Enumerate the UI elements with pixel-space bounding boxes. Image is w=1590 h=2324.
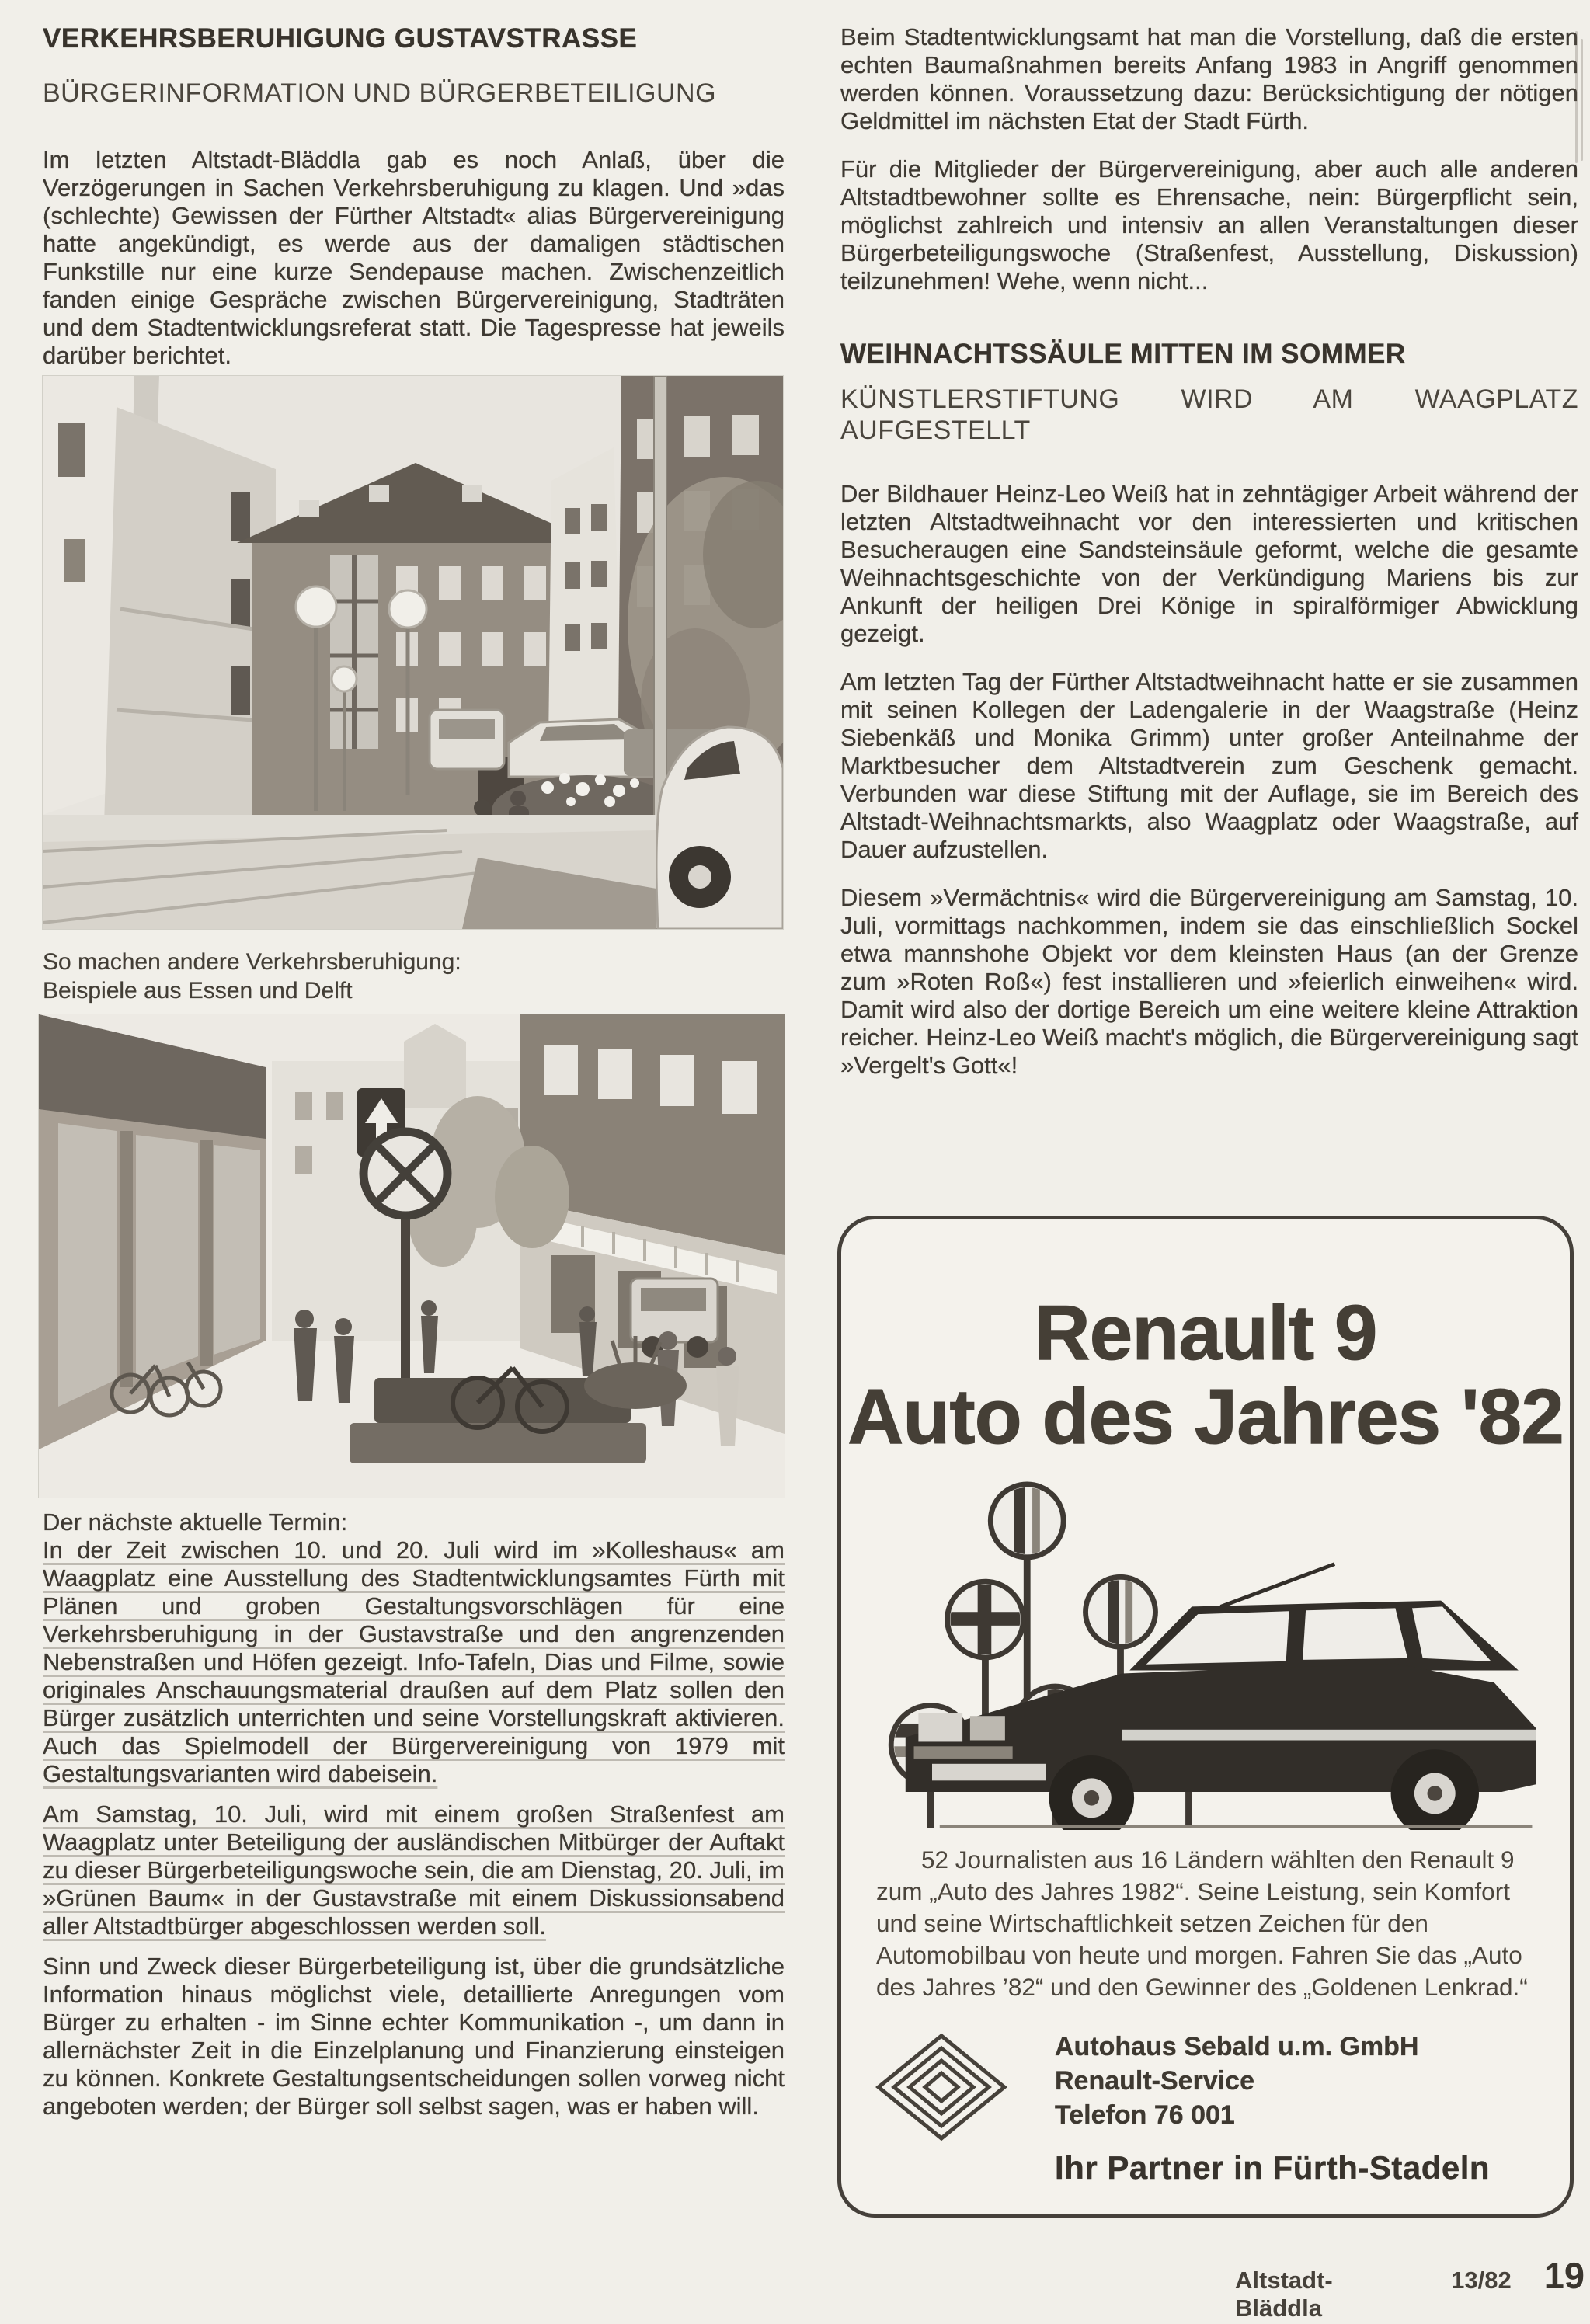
renault-ad (837, 1216, 1574, 2218)
left-column (43, 23, 785, 2120)
article1-subheadline: BÜRGERINFORMATION UND BÜRGERBETEILIGUNG (43, 78, 717, 108)
vermaechtnis-paragraph: Diesem »Vermächtnis« wird die Bürgervereinigung am Samstag, 10. Juli, vormittags nachkommen, indem sie das einschließlich Sockel etwa mannshohe Objekt vor dem kleinsten Haus (an der Grenze zum »Roten Roß«) fest installieren und »feierlich einweihen« wird. Damit wird also der dortige Bereich um eine weitere kleine Attraktion reicher. Heinz-Leo Weiß macht's möglich, die Bürgervereinigung sagt »Vergelt's Gott«! (840, 884, 1578, 1079)
article2-subheadline-line2: AUFGESTELLT (840, 416, 1031, 445)
ad-body-text: 52 Journalisten aus 16 Ländern wählten den Renault 9 zum „Auto des Jahres 1982“. Seine Leistung, sein Komfort und seine Wirtschaftlichkeit setzen Zeichen für den Automobilbau von heute und morgen. Fahren Sie das „Auto des Jahres ’82“ und den Gewinner des „Goldenen Lenkrad.“ (876, 1846, 1528, 2001)
photo-caption-line1: So machen andere Verkehrsberuhigung: (43, 949, 461, 975)
termin-lead: Der nächste aktuelle Termin: (43, 1508, 348, 1536)
bildhauer-paragraph: Der Bildhauer Heinz-Leo Weiß hat in zehntägiger Arbeit während der letzten Altstadtweihnacht vor den interessierten und kritischen Besucheraugen eine Sandsteinsäule geformt, welche die gesamte Weihnachtsgeschichte von der Verkündigung Mariens bis zur Ankunft der heiligen Drei Könige in spiralförmiger Abwicklung gezeigt. (840, 480, 1578, 647)
mitglieder-paragraph: Für die Mitglieder der Bürgervereinigung, aber auch alle anderen Altstadtbewohner sollte es Ehrensache, nein: Bürgerpflicht sein, möglichst zahlreich und intensiv an allen Veranstaltungen dieser Bürgerbeteiligungswoche (Straßenfest, Ausstellung, Diskussion) teilzunehmen! Wehe, wenn nicht... (840, 155, 1578, 294)
termin-paragraph: In der Zeit zwischen 10. und 20. Juli wird im »Kolleshaus« am Waagplatz eine Ausstellung des Stadtentwicklungsamtes Fürth mit Plänen und groben Gestaltungsvorschlägen für eine Verkehrsberuhigung in der Gustavstraße und den angrenzenden Nebenstraßen und Höfen gezeigt. Info-Tafeln, Dias und Filme, sowie originales Anschauungsmaterial draußen auf dem Platz sollen den Bürger zusätzlich unterrichten und seine Vorstellungskraft aktivieren. Auch das Spielmodell der Bürgervereinigung von 1979 mit Gestaltungsvarianten wird dabeisein. (43, 1536, 785, 1787)
article1-intro-paragraph: Im letzten Altstadt-Bläddla gab es noch Anlaß, über die Verzögerungen in Sachen Verkehrsberuhigung zu klagen. Und »das (schlechte) Gewissen der Fürther Altstadt« alias Bürgervereinigung hatte angekündigt, es werde aus der damaligen städtischen Funkstille nur eine kurze Sendepause machen. Zwischenzeitlich fanden einige Gespräche zwischen Bürgervereinigung, Stadträten und dem Stadtentwicklungsreferat statt. Die Tagespresse hat jeweils darüber berichtet. (43, 146, 785, 369)
article2-subheadline-line1: KÜNSTLERSTIFTUNG WIRD AM WAAGPLATZ (840, 384, 1578, 414)
street-photo-essen (43, 376, 783, 929)
samstag-paragraph: Am Samstag, 10. Juli, wird mit einem großen Straßenfest am Waagplatz unter Beteiligung der ausländischen Mitbürger der Auftakt zu dieser Bürgerbeteiligungswoche sein, die am Dienstag, 20. Juli, im »Grünen Baum« in der Gustavstraße mit einem Diskussionsabend aller Altstadtbürger abgeschlossen werden soll. (43, 1800, 785, 1940)
article2-headline: WEIHNACHTSSÄULE MITTEN IM SOMMER (840, 339, 1406, 369)
footer-issue: 13/82 (1451, 2267, 1512, 2294)
footer-journal-title: Altstadt-Bläddla (1235, 2267, 1333, 2322)
photo-caption-line2: Beispiele aus Essen und Delft (43, 978, 353, 1004)
dealer-service: Renault-Service (1055, 2066, 1254, 2096)
dealer-block (872, 2030, 1539, 2187)
stadtamt-paragraph: Beim Stadtentwicklungsamt hat man die Vorstellung, daß die ersten echten Baumaßnahmen bereits Anfang 1983 in Angriff genommen werden können. Voraussetzung dazu: Berücksichtigung der nötigen Geldmittel im nächsten Etat der Stadt Fürth. (840, 23, 1578, 134)
renault-diamond-icon (874, 2033, 1010, 2141)
renault9-car-illustration (864, 1479, 1547, 1830)
street-photo-delft (39, 1014, 785, 1498)
dealer-partner: Ihr Partner in Fürth-Stadeln (1055, 2149, 1491, 2186)
dealer-text (1055, 2030, 1539, 2187)
dealer-name: Autohaus Sebald u.m. GmbH (1055, 2032, 1419, 2061)
letzter-tag-paragraph: Am letzten Tag der Fürther Altstadtweihnacht hatte er sie zusammen mit seinen Kollegen der Ladengalerie in der Waagstraße (Heinz Siebenkäß und Monika Grimm) unter großer Anteilnahme der Marktbesucher dem Altstadtverein zum Geschenk gemacht. Verbunden war diese Stiftung mit der Auflage, sie im Bereich des Altstadt-Weihnachtsmarkts, also Waagplatz oder Waagstraße, auf Dauer aufzustellen. (840, 668, 1578, 863)
ad-headline-line1: Renault 9 (1034, 1289, 1377, 1376)
page-footer (1235, 2254, 1585, 2322)
sinn-paragraph: Sinn und Zweck dieser Bürgerbeteiligung ist, über die grundsätzliche Information hinaus möglichst viele, detaillierte Anregungen vom Bürger zu erhalten - im Sinne echter Kommunikation -, um dann in allernächster Zeit in die Einzelplanung und Finanzierung einsteigen zu können. Konkrete Gestaltungsentscheidungen sollen vorweg nicht angeboten werden; der Bürger soll selbst sagen, was er haben will. (43, 1953, 785, 2120)
article1-headline: VERKEHRSBERUHIGUNG GUSTAVSTRASSE (43, 23, 638, 54)
dealer-phone: Telefon 76 001 (1055, 2100, 1235, 2130)
footer-page-number: 19 (1543, 2255, 1585, 2296)
right-column (840, 23, 1578, 1080)
photo-caption (43, 948, 785, 1005)
ad-headline-line2: Auto des Jahres '82 (847, 1373, 1564, 1460)
